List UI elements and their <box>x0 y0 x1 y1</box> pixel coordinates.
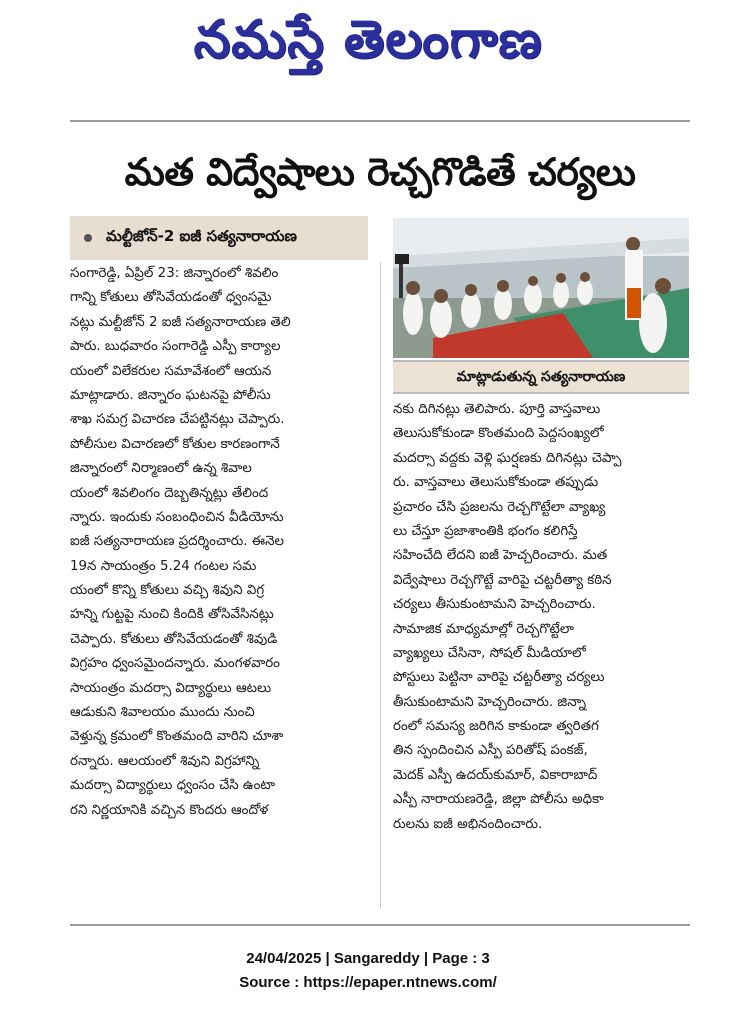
body-line: పారు. బుధవారం సంగారెడ్డి ఎస్పీ కార్యాల <box>70 339 281 355</box>
body-line: మాట్లాడారు. జిన్నారం ఘటనపై పోలీసు <box>70 387 271 403</box>
body-line: యంలో విలేకరుల సమావేశంలో ఆయన <box>70 363 272 379</box>
article-body-right-column <box>393 398 689 837</box>
body-line: న్నారు. ఇందుకు సంబంధించిన వీడియోను <box>70 509 284 525</box>
body-line: ప్రచారం చేసి ప్రజలను రెచ్చగొట్టేలా వ్యాఖ్య <box>393 499 606 515</box>
body-line: విద్వేషాలు రెచ్చగొట్టే వారిపై చట్టరీత్యా కఠిన <box>393 572 612 588</box>
body-line: గాన్ని కోతులు తోసివేయడంతో ధ్వంసమై <box>70 290 272 306</box>
byline-text: మల్టీజోన్-2 ఐజీ సత్యనారాయణ <box>106 227 297 245</box>
body-line: జిన్నారంలో నిర్మాణంలో ఉన్న శివాల <box>70 461 252 477</box>
press-meet-photo <box>393 218 689 358</box>
body-line: సహించేది లేదని ఐజీ హెచ్చరించారు. మత <box>393 548 608 564</box>
masthead <box>0 0 736 90</box>
body-line: విగ్రహం ధ్వంసమైందన్నారు. మంగళవారం <box>70 656 280 672</box>
body-line: ఐజీ సత్యనారాయణ ప్రదర్శించారు. ఈనెల <box>70 534 285 550</box>
bottom-divider <box>70 924 690 926</box>
body-line: వెళ్తున్న క్రమంలో కొంతమంది వారిని చూశా <box>70 729 284 745</box>
body-line: నకు దిగినట్లు తెలిపారు. పూర్తి వాస్తవాలు <box>393 402 601 417</box>
article-photo <box>393 218 689 358</box>
body-line: మదర్సా వద్దకు వెళ్లి ఘర్షణకు దిగినట్లు చెప్పా <box>393 450 622 466</box>
body-line: నట్లు మల్టీజోన్ 2 ఐజీ సత్యనారాయణ తెలి <box>70 314 291 330</box>
column-divider <box>380 262 381 908</box>
top-divider <box>70 120 690 122</box>
body-line: తెలుసుకోకుండా కొంతమంది పెద్దసంఖ్యలో <box>393 426 604 442</box>
body-line: తిన స్పందించిన ఎస్పీ పరితోష్ పంకజ్, <box>393 743 588 759</box>
body-line: సంగారెడ్డి, ఏప్రిల్ 23: జిన్నారంలో శివలిం <box>70 266 279 281</box>
body-line: లు చేస్తూ ప్రజాశాంతికి భంగం కలిగిస్తే <box>393 523 578 539</box>
body-line: యంలో శివలింగం దెబ్బతిన్నట్లు తేలింద <box>70 485 269 501</box>
body-line: చెప్పారు. కోతులు తోసివేయడంతో శివుడి <box>70 631 278 647</box>
body-line: శాఖ సమగ్ర విచారణ చేపట్టినట్లు చెప్పారు. <box>70 412 285 428</box>
body-line: ఎస్పీ నారాయణరెడ్డి, జిల్లా పోలీసు అధికా <box>393 792 604 808</box>
body-line: పోలీసుల విచారణలో కోతుల కారణంగానే <box>70 436 280 452</box>
body-line: చర్యలు తీసుకుంటామని హెచ్చరించారు. <box>393 597 596 613</box>
body-line: రన్నారు. ఆలయంలో శివుని విగ్రహాన్ని <box>70 753 260 769</box>
photo-caption: మాట్లాడుతున్న సత్యనారాయణ <box>393 360 689 394</box>
footer-source: Source : https://epaper.ntnews.com/ <box>239 974 497 991</box>
byline-box <box>70 216 368 260</box>
body-line: పోస్టులు పెట్టినా వారిపై చట్టరీత్యా చర్యలు <box>393 670 605 686</box>
body-line: యంలో కొన్ని కోతులు వచ్చి శివుని విగ్ర <box>70 583 265 599</box>
bullet-icon <box>84 234 92 242</box>
body-line: రు. వాస్తవాలు తెలుసుకోకుండా తప్పుడు <box>393 475 599 491</box>
article-headline: మత విద్వేషాలు రెచ్చగొడితే చర్యలు <box>124 150 636 194</box>
body-line: తీసుకుంటామని హెచ్చరించారు. జిన్నా <box>393 694 587 710</box>
body-line: మదర్సా విద్యార్థులు ధ్వంసం చేసి ఉంటా <box>70 778 276 794</box>
body-line: రంలో సమస్య జరిగిన కాకుండా త్వరితగ <box>393 719 599 735</box>
body-line: హన్ని గుట్టపై నుంచి కిందికి తోసివేసినట్లు <box>70 607 274 623</box>
masthead-logo-text: నమస్తే తెలంగాణ <box>193 10 543 70</box>
body-line: సాయంత్రం మదర్సా విద్యార్థులు ఆటలు <box>70 680 272 696</box>
article-body-left-column <box>70 262 368 823</box>
body-line: 19న సాయంత్రం 5.24 గంటల సమ <box>70 558 257 574</box>
body-line: మెదక్ ఎస్పీ ఉదయ్‌కుమార్, వికారాబాద్ <box>393 767 598 783</box>
body-line: వ్యాఖ్యలు చేసినా, సోషల్ మీడియాలో <box>393 645 586 661</box>
body-line: రని నిర్ణయానికి వచ్చిన కొందరు ఆందోళ <box>70 802 269 818</box>
body-line: సామాజిక మాధ్యమాల్లో రెచ్చగొట్టేలా <box>393 621 574 637</box>
footer-meta: 24/04/2025 | Sangareddy | Page : 3 <box>246 950 490 967</box>
body-line: రులను ఐజీ అభినందించారు. <box>393 816 543 832</box>
body-line: ఆడుకుని శివాలయం ముందు నుంచి <box>70 705 255 721</box>
